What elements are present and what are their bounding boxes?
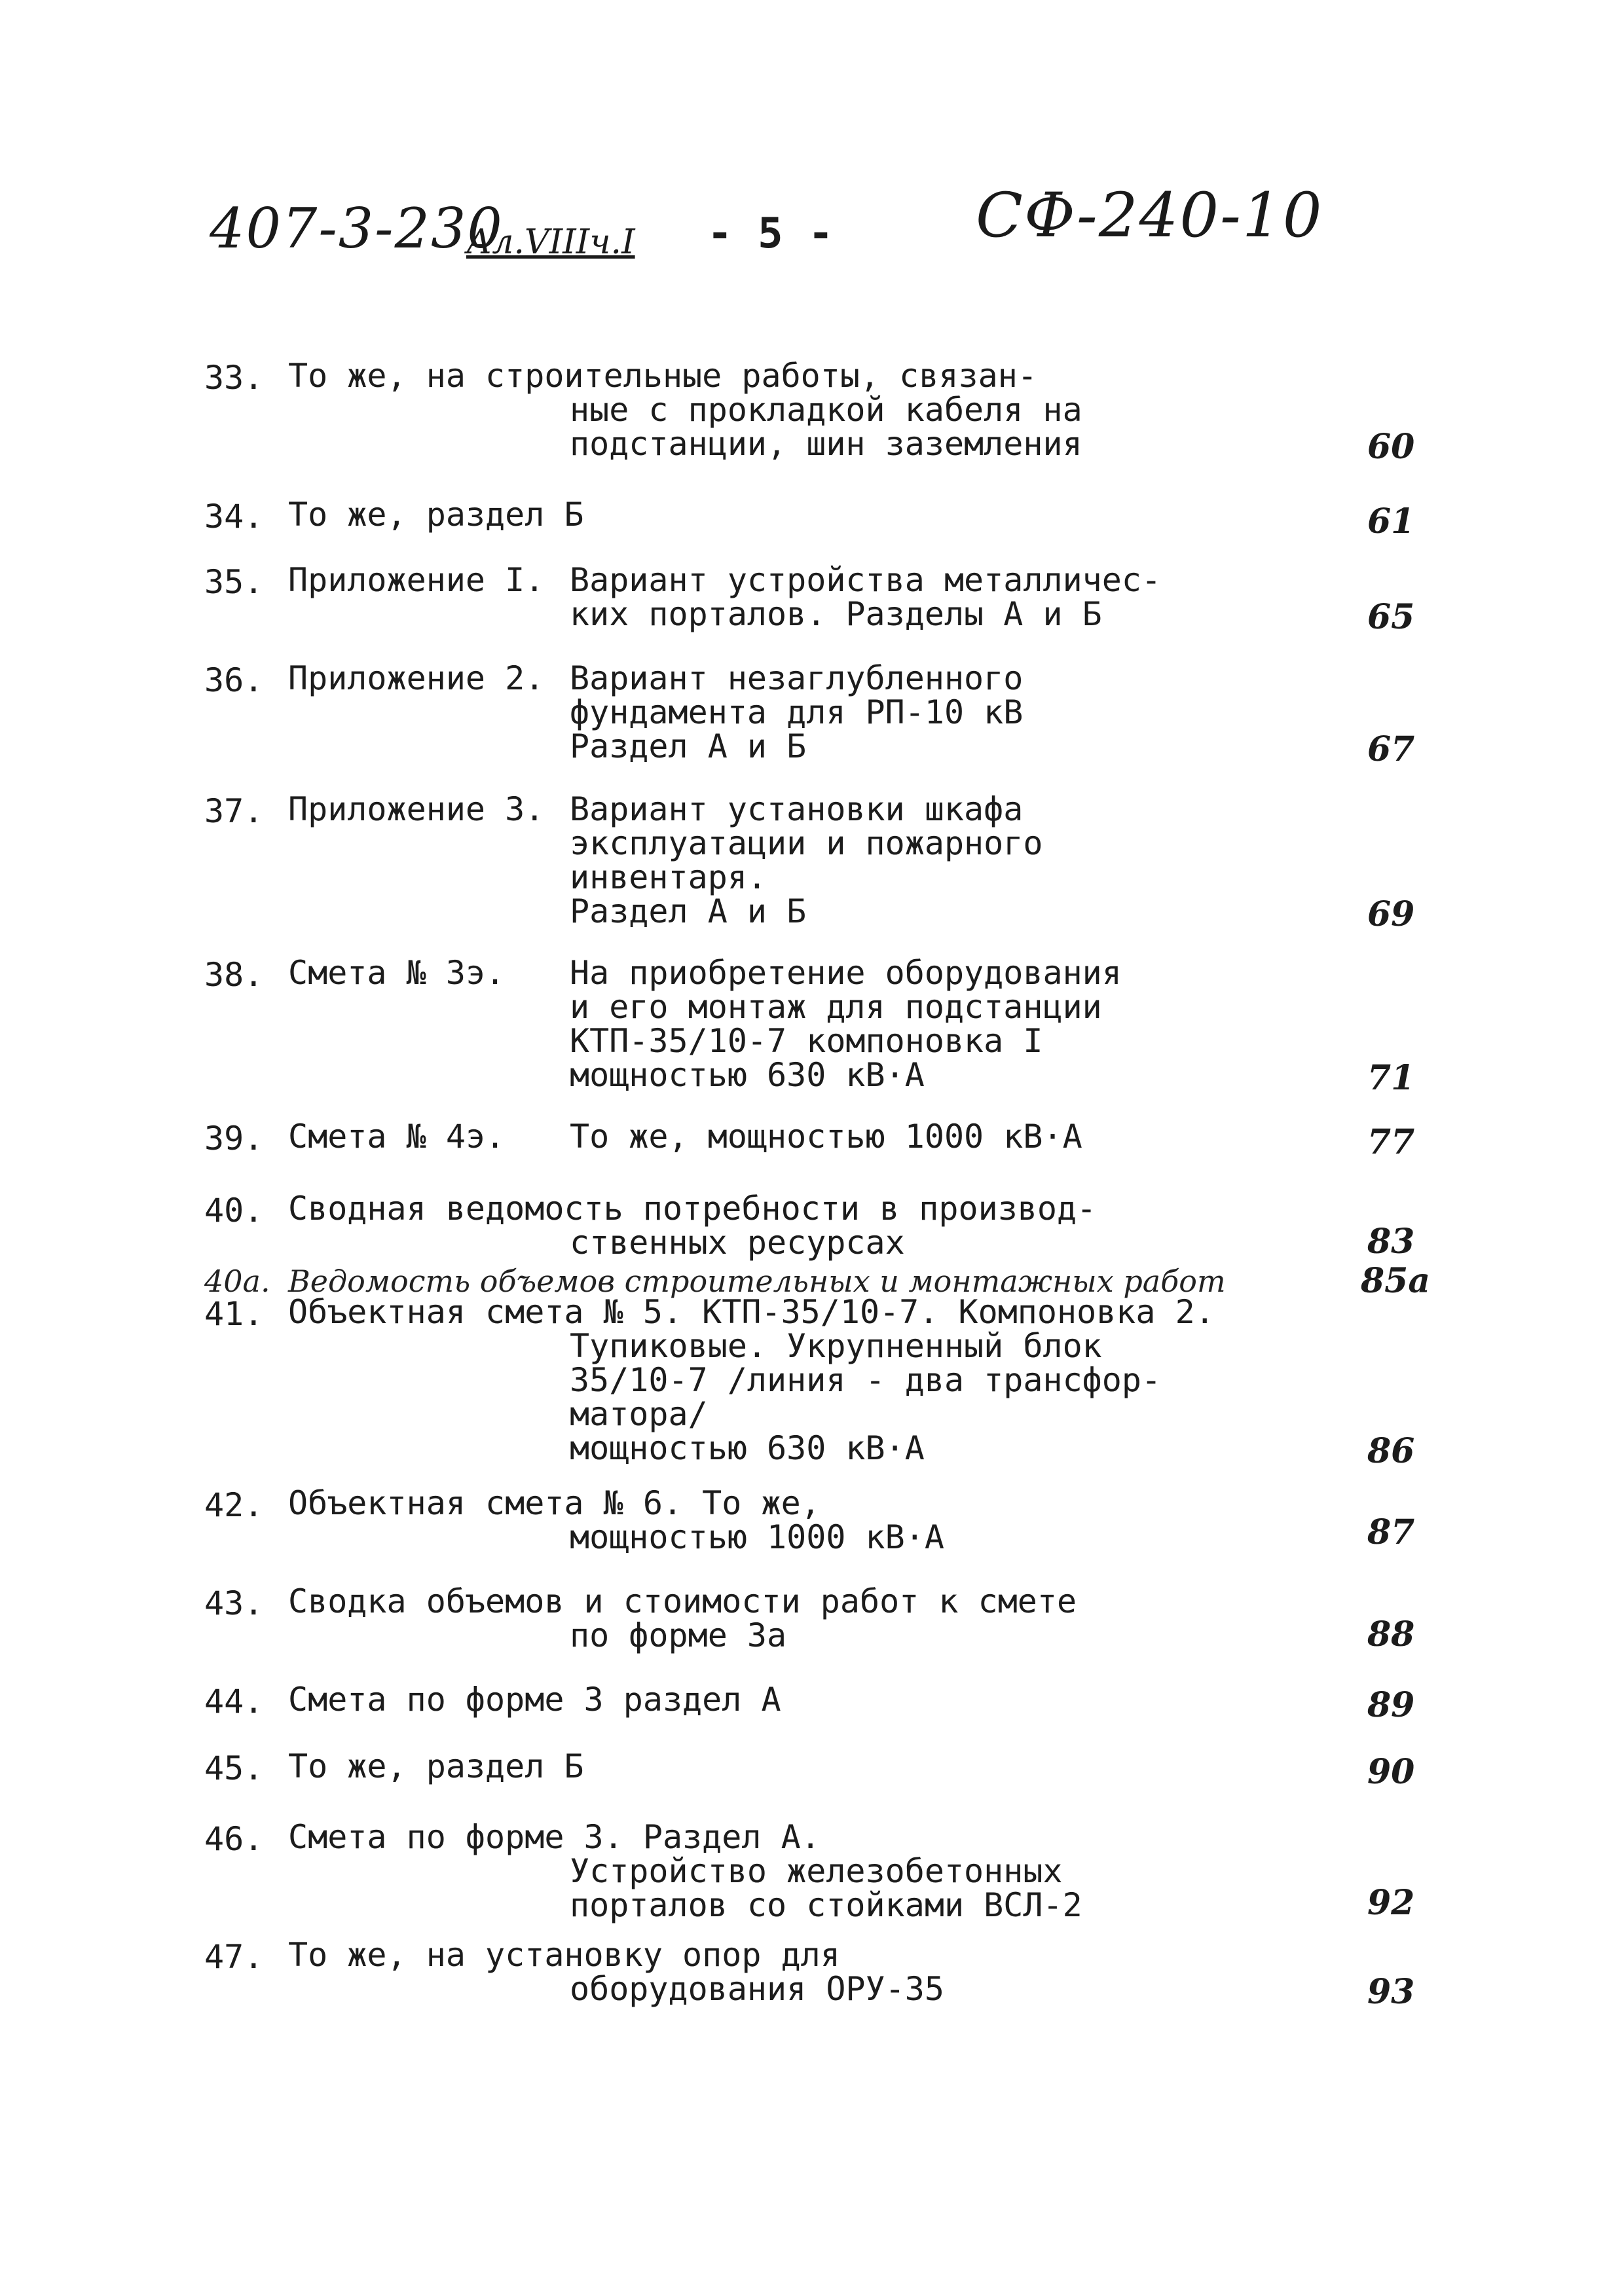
entry-text-line: ные с прокладкой кабеля на	[570, 391, 1082, 429]
entry-number: 46.	[204, 1820, 264, 1858]
entry-page: 93	[1367, 1972, 1415, 2012]
entry-page: 67	[1367, 729, 1415, 769]
entry-text-line: Объектная смета № 6. То же,	[288, 1484, 821, 1522]
entry-text-line: Тупиковые. Укрупненный блок	[570, 1327, 1102, 1365]
entry-text-line: подстанции, шин заземления	[570, 425, 1082, 463]
entry-page: 89	[1367, 1685, 1415, 1725]
entry-page: 90	[1367, 1752, 1415, 1792]
entry-page: 60	[1367, 427, 1415, 467]
entry-text-line: То же, на строительные работы, связан-	[288, 357, 1037, 395]
document-id: СФ-240-10	[976, 180, 1323, 251]
entry-text-line: Сводка объемов и стоимости работ к смете	[288, 1582, 1077, 1620]
entry-text-line: Смета по форме 3 раздел А	[288, 1681, 781, 1719]
entry-page: 69	[1367, 894, 1415, 934]
entry-text-line: Приложение I.	[288, 561, 545, 599]
entry-page: 88	[1367, 1614, 1415, 1654]
entry-text-line: Смета по форме 3. Раздел А.	[288, 1818, 821, 1856]
entry-text-line: То же, на установку опор для	[288, 1936, 840, 1974]
entry-text-line: ких порталов. Разделы А и Б	[570, 595, 1102, 633]
entry-page: 85а	[1361, 1261, 1431, 1301]
entry-number: 37.	[204, 792, 264, 830]
entry-page: 61	[1367, 501, 1415, 541]
entry-number: 40а.	[204, 1264, 270, 1299]
entry-text-line: по форме 3а	[570, 1616, 787, 1654]
entry-text-line: оборудования ОРУ-35	[570, 1970, 944, 2008]
entry-number: 45.	[204, 1749, 264, 1787]
entry-number: 36.	[204, 661, 264, 699]
entry-page: 87	[1367, 1512, 1415, 1552]
entry-number: 43.	[204, 1584, 264, 1622]
entry-page: 71	[1367, 1058, 1415, 1098]
entry-number: 33.	[204, 359, 264, 397]
document-album-part: Ал.VIIIч.I	[466, 223, 635, 262]
entry-text-line: Приложение 2.	[288, 659, 545, 697]
entry-number: 39.	[204, 1120, 264, 1157]
entry-text-line: матора/	[570, 1395, 708, 1433]
entry-text-line: Смета № 4э.	[288, 1118, 506, 1156]
entry-text-line: КТП-35/10-7 компоновка I	[570, 1022, 1043, 1060]
entry-page: 86	[1367, 1431, 1415, 1471]
entry-page: 83	[1367, 1222, 1415, 1262]
entry-page: 65	[1367, 597, 1415, 637]
entry-text-line: То же, раздел Б	[288, 1747, 584, 1785]
entry-text-line: порталов со стойками ВСЛ-2	[570, 1886, 1082, 1924]
entry-text-line: Вариант незаглубленного	[570, 659, 1024, 697]
entry-number: 40.	[204, 1192, 264, 1230]
entry-text-line: 35/10-7 /линия - два трансфор-	[570, 1361, 1162, 1399]
entry-text-line: мощностью 630 кВ·А	[570, 1429, 925, 1467]
entry-text-line: То же, раздел Б	[288, 496, 584, 534]
page-number: - 5 -	[707, 210, 834, 258]
entry-number: 42.	[204, 1486, 264, 1524]
entry-page: 77	[1367, 1122, 1415, 1162]
entry-number: 41.	[204, 1295, 264, 1333]
entry-number: 47.	[204, 1938, 264, 1976]
entry-text-line: Сводная ведомость потребности в производ-	[288, 1190, 1097, 1228]
entry-number: 44.	[204, 1683, 264, 1721]
entry-text-line: фундамента для РП-10 кВ	[570, 693, 1024, 731]
entry-text-line: Устройство железобетонных	[570, 1852, 1063, 1890]
entry-text-line: Объектная смета № 5. КТП-35/10-7. Компоновка 2.	[288, 1293, 1215, 1331]
entry-text-line: ственных ресурсах	[570, 1224, 905, 1262]
entry-text-line: мощностью 630 кВ·А	[570, 1056, 925, 1094]
entry-text-line: мощностью 1000 кВ·А	[570, 1518, 944, 1556]
entry-number: 34.	[204, 498, 264, 536]
entry-text-line: На приобретение оборудования	[570, 954, 1122, 992]
entry-text-line: и его монтаж для подстанции	[570, 988, 1102, 1026]
document-code: 407-3-230	[210, 196, 504, 261]
entry-text-line: инвентаря.	[570, 858, 767, 896]
entry-number: 38.	[204, 956, 264, 994]
entry-text-line: Приложение 3.	[288, 790, 545, 828]
entry-text-line: То же, мощностью 1000 кВ·А	[570, 1118, 1082, 1156]
entry-page: 92	[1367, 1883, 1415, 1923]
entry-text-line: Вариант установки шкафа	[570, 790, 1024, 828]
entry-text-line: Ведомость объемов строительных и монтажных работ	[288, 1264, 1226, 1299]
entry-text-line: Вариант устройства металличес-	[570, 561, 1162, 599]
entry-text-line: эксплуатации и пожарного	[570, 824, 1043, 862]
entry-number: 35.	[204, 563, 264, 601]
entry-text-line: Раздел А и Б	[570, 892, 807, 930]
entry-text-line: Раздел А и Б	[570, 727, 807, 765]
entry-text-line: Смета № 3э.	[288, 954, 506, 992]
